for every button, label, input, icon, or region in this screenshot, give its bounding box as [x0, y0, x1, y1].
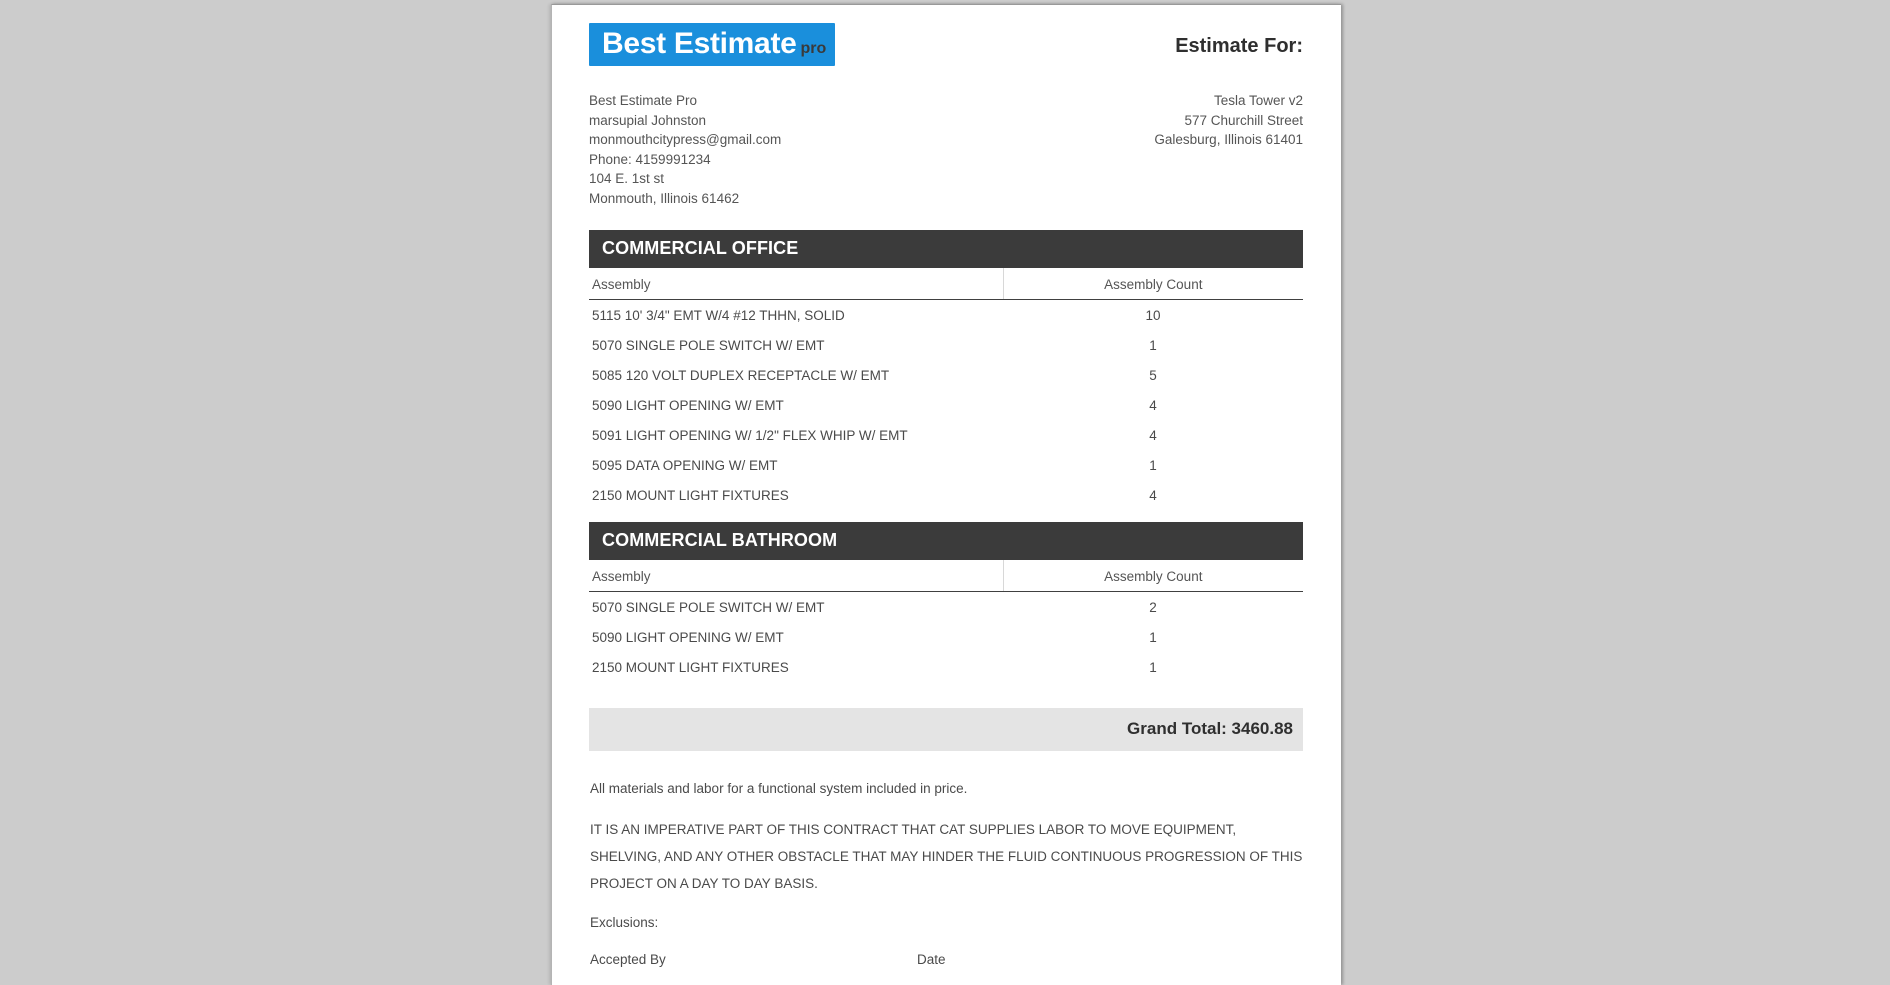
cell-assembly-count: 2: [1149, 600, 1157, 615]
column-header-assembly: Assembly: [589, 560, 1003, 592]
assembly-table: [589, 268, 1303, 510]
table-row: [589, 592, 1303, 623]
estimate-document: [552, 5, 1341, 985]
table-row: [589, 652, 1303, 682]
signature-row: [590, 952, 1303, 972]
section-commercial-office: [589, 230, 1303, 510]
table-header-row: [589, 560, 1303, 592]
cell-assembly: 5091 LIGHT OPENING W/ 1/2" FLEX WHIP W/ EMT: [592, 428, 908, 443]
cell-assembly-count: 4: [1149, 488, 1157, 503]
cell-assembly-count: 1: [1149, 630, 1157, 645]
cell-assembly-count: 5: [1149, 368, 1157, 383]
cell-assembly-count: 1: [1149, 458, 1157, 473]
table-row: [589, 300, 1303, 331]
company-contact: marsupial Johnston: [589, 112, 707, 128]
estimate-for-heading: Estimate For:: [1175, 35, 1303, 57]
contract-clause-note: IT IS AN IMPERATIVE PART OF THIS CONTRACT THAT CAT SUPPLIES LABOR TO MOVE EQUIPMENT, SHELVING, AND ANY OTHER OBSTACLE THAT MAY HINDER THE FLUID CONTINUOUS PROGRESSION OF THIS PROJECT ON A DAY TO DAY BASIS.: [590, 822, 1303, 891]
table-row: [589, 360, 1303, 390]
client-address-line1: 577 Churchill Street: [1184, 112, 1303, 128]
company-address-line2: Monmouth, Illinois 61462: [589, 190, 740, 206]
notes-section: [552, 778, 1341, 972]
client-address-block: [1154, 91, 1303, 150]
section-commercial-bathroom: [589, 522, 1303, 682]
cell-assembly: 5085 120 VOLT DUPLEX RECEPTACLE W/ EMT: [592, 368, 890, 383]
section-title: COMMERCIAL BATHROOM: [589, 522, 1303, 560]
document-header: [552, 5, 1341, 91]
cell-assembly: 5095 DATA OPENING W/ EMT: [592, 458, 778, 473]
cell-assembly: 5115 10' 3/4" EMT W/4 #12 THHN, SOLID: [592, 308, 845, 323]
cell-assembly-count: 1: [1149, 660, 1157, 675]
company-address-block: [589, 91, 781, 208]
cell-assembly-count: 10: [1145, 308, 1161, 323]
cell-assembly-count: 4: [1149, 398, 1157, 413]
company-address-line1: 104 E. 1st st: [589, 171, 665, 186]
table-row: [589, 330, 1303, 360]
cell-assembly: 5090 LIGHT OPENING W/ EMT: [592, 398, 784, 413]
accepted-by-label: Accepted By: [590, 952, 666, 967]
company-email: monmouthcitypress@gmail.com: [589, 132, 782, 147]
table-row: [589, 390, 1303, 420]
cell-assembly: 2150 MOUNT LIGHT FIXTURES: [592, 488, 789, 503]
client-name: Tesla Tower v2: [1213, 93, 1303, 108]
table-row: [589, 450, 1303, 480]
column-header-assembly: Assembly: [589, 268, 1003, 300]
company-phone: Phone: 4159991234: [589, 151, 711, 167]
company-name: Best Estimate Pro: [589, 93, 698, 108]
client-address-line2: Galesburg, Illinois 61401: [1154, 132, 1303, 147]
column-header-assembly-count: Assembly Count: [1003, 268, 1303, 300]
section-title: COMMERCIAL OFFICE: [589, 230, 1303, 268]
cell-assembly-count: 4: [1149, 428, 1157, 443]
grand-total-bar: Grand Total: 3460.88: [589, 708, 1303, 751]
cell-assembly-count: 1: [1149, 338, 1157, 353]
logo-main-text: Best Estimate: [602, 27, 797, 60]
cell-assembly: 5090 LIGHT OPENING W/ EMT: [592, 630, 784, 645]
table-header-row: [589, 268, 1303, 300]
date-label: Date: [917, 952, 946, 967]
cell-assembly: 5070 SINGLE POLE SWITCH W/ EMT: [592, 600, 825, 615]
assembly-sections: [552, 230, 1341, 751]
table-row: [589, 480, 1303, 510]
exclusions-label: Exclusions:: [590, 915, 659, 930]
cell-assembly: 5070 SINGLE POLE SWITCH W/ EMT: [592, 338, 825, 353]
inclusion-note: All materials and labor for a functional system included in price.: [590, 781, 968, 796]
logo-sub-text: pro: [800, 40, 827, 57]
best-estimate-pro-logo: [589, 23, 835, 66]
table-row: [589, 420, 1303, 450]
table-row: [589, 622, 1303, 652]
assembly-table: [589, 560, 1303, 682]
column-header-assembly-count: Assembly Count: [1003, 560, 1303, 592]
estimate-page-sheet: [551, 4, 1341, 985]
address-section: [552, 91, 1341, 208]
cell-assembly: 2150 MOUNT LIGHT FIXTURES: [592, 660, 789, 675]
